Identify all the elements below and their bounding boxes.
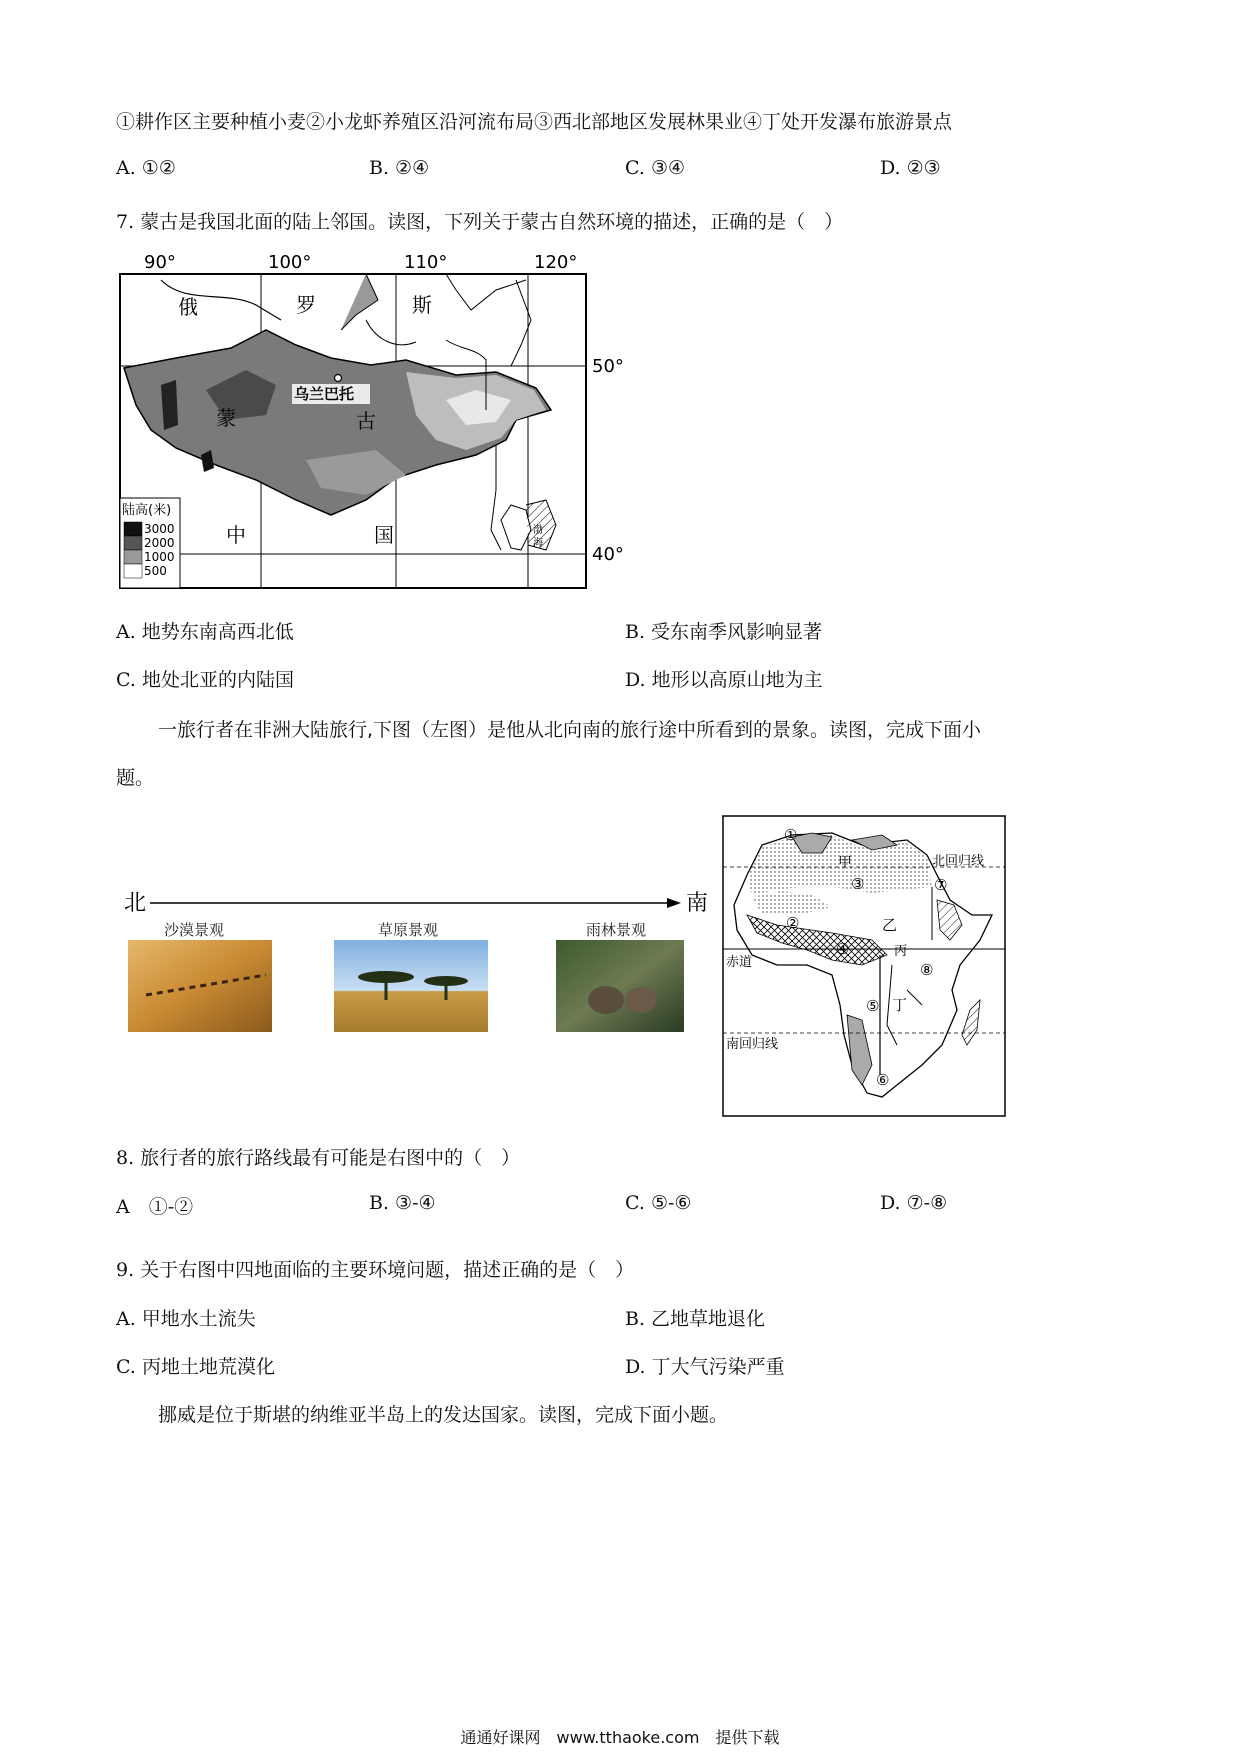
point-7: ⑦ <box>934 876 948 894</box>
region-label-jia: 甲 <box>838 855 852 871</box>
q7-option-d: D. 地形以高原山地为主 <box>625 669 823 691</box>
mongolia-map <box>116 250 636 595</box>
intro-8-9-line2: 题。 <box>116 767 155 789</box>
rainforest-label: 雨林景观 <box>586 921 647 939</box>
point-4: ④ <box>836 940 850 958</box>
landscape-strip <box>116 875 716 1035</box>
q8-stem: 8. 旅行者的旅行路线最有可能是右图中的（ ） <box>116 1147 521 1169</box>
q9-option-b: B. 乙地草地退化 <box>625 1308 766 1330</box>
q6-statements: ①耕作区主要种植小麦②小龙虾养殖区沿河流布局③西北部地区发展林果业④丁处开发瀑布旅游景点 <box>116 111 953 133</box>
q9-option-a: A. 甲地水土流失 <box>116 1308 256 1330</box>
lon-label: 90° <box>144 252 176 273</box>
grassland-photo <box>334 940 488 1032</box>
q8-option-d: D. ⑦-⑧ <box>880 1192 948 1214</box>
point-8: ⑧ <box>920 961 934 979</box>
q9-option-c: C. 丙地土地荒漠化 <box>116 1356 275 1378</box>
intro-norway: 挪威是位于斯堪的纳维亚半岛上的发达国家。读图，完成下面小题。 <box>158 1404 729 1426</box>
region-label-ding: 丁 <box>892 996 908 1014</box>
north-label: 北 <box>124 891 147 916</box>
lon-label: 110° <box>404 252 448 273</box>
page-footer: 通通好课网 www.tthaoke.com 提供下载 <box>460 1728 780 1747</box>
region-label-yi: 乙 <box>882 916 898 934</box>
svg-text:1000: 1000 <box>144 550 175 564</box>
lon-label: 100° <box>268 252 312 273</box>
point-3: ③ <box>851 875 865 893</box>
q7-option-b: B. 受东南季风影响显著 <box>625 621 823 643</box>
city-label: 乌兰巴托 <box>294 385 355 403</box>
q6-option-b: B. ②④ <box>369 157 430 179</box>
svg-text:渤: 渤 <box>533 525 543 536</box>
svg-text:3000: 3000 <box>144 522 175 536</box>
south-label: 南 <box>686 891 709 916</box>
map-label: 古 <box>356 409 376 433</box>
lat-label: 50° <box>592 356 624 377</box>
equator-label: 赤道 <box>726 955 753 970</box>
point-5: ⑤ <box>866 997 880 1015</box>
q9-option-d: D. 丁大气污染严重 <box>625 1356 785 1378</box>
svg-text:海: 海 <box>533 538 543 549</box>
map-label: 俄 <box>178 295 198 319</box>
q8-option-b: B. ③-④ <box>369 1192 436 1214</box>
tropic-south-label: 南回归线 <box>726 1037 779 1052</box>
q7-option-c: C. 地处北亚的内陆国 <box>116 669 294 691</box>
desert-label: 沙漠景观 <box>164 921 225 939</box>
svg-text:2000: 2000 <box>144 536 175 550</box>
city-marker <box>335 375 342 382</box>
q6-option-c: C. ③④ <box>625 157 686 179</box>
lat-label: 40° <box>592 544 624 565</box>
q7-stem: 7. 蒙古是我国北面的陆上邻国。读图，下列关于蒙古自然环境的描述，正确的是（ ） <box>116 211 844 233</box>
desert-photo <box>128 940 272 1032</box>
map-label: 中 <box>226 523 246 547</box>
grassland-label: 草原景观 <box>378 921 439 939</box>
region-label-bing: 丙 <box>894 944 908 959</box>
map-label: 蒙 <box>216 406 236 430</box>
q8-option-a: A ①-② <box>116 1196 194 1218</box>
legend-title: 陆高(米) <box>122 503 172 518</box>
map-label: 斯 <box>412 293 432 317</box>
point-6: ⑥ <box>876 1071 890 1089</box>
q8-option-c: C. ⑤-⑥ <box>625 1192 692 1214</box>
map-label: 国 <box>374 523 394 547</box>
svg-text:500: 500 <box>144 564 167 578</box>
point-2: ② <box>786 914 800 932</box>
point-1: ① <box>784 826 798 844</box>
africa-map <box>722 815 1006 1117</box>
lon-label: 120° <box>534 252 578 273</box>
rainforest-photo <box>556 940 684 1032</box>
q9-stem: 9. 关于右图中四地面临的主要环境问题，描述正确的是（ ） <box>116 1259 635 1281</box>
q6-option-d: D. ②③ <box>880 157 941 179</box>
tropic-north-label: 北回归线 <box>932 854 985 869</box>
q6-option-a: A. ①② <box>116 157 176 179</box>
intro-8-9-line1: 一旅行者在非洲大陆旅行,下图（左图）是他从北向南的旅行途中所看到的景象。读图，完成下面小 <box>158 719 982 741</box>
q7-option-a: A. 地势东南高西北低 <box>116 621 294 643</box>
elevation-legend <box>120 498 180 588</box>
map-label: 罗 <box>296 293 316 317</box>
